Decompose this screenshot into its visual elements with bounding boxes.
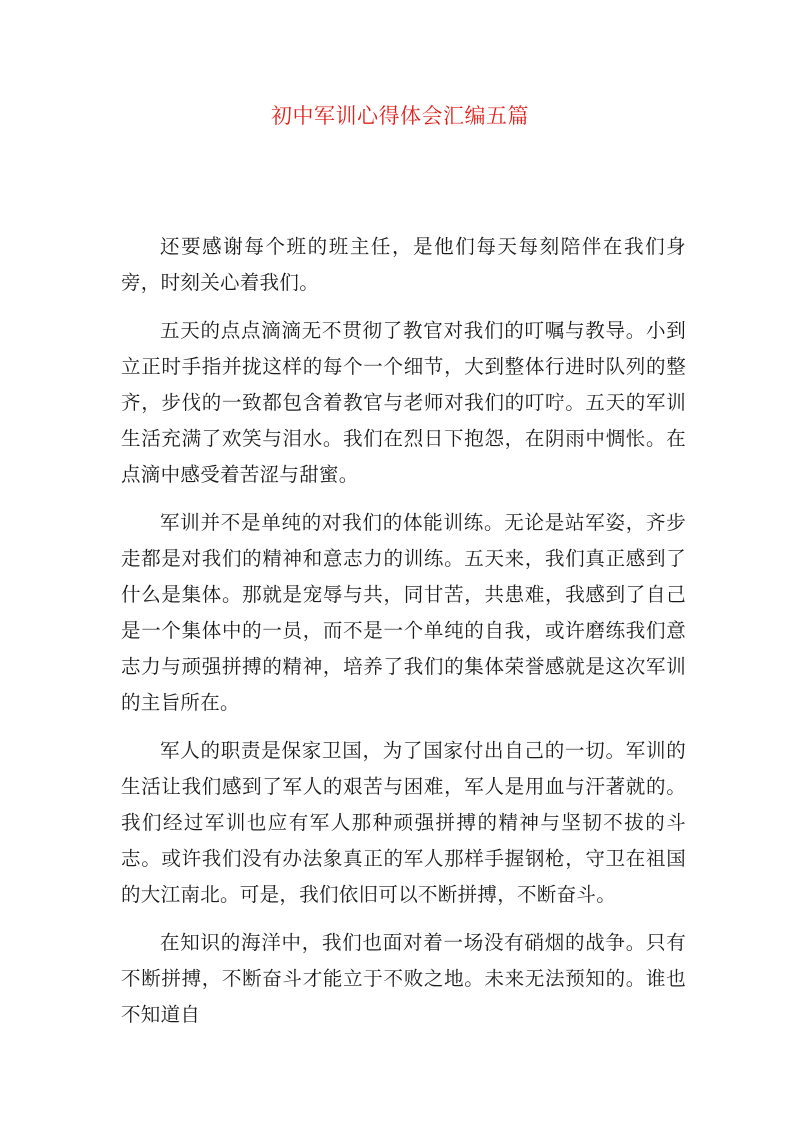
paragraph: 还要感谢每个班的班主任，是他们每天每刻陪伴在我们身旁，时刻关心着我们。 [121,235,686,294]
document-body [121,229,686,1045]
paragraph: 五天的点点滴滴无不贯彻了教官对我们的叮嘱与教导。小到立正时手指并拢这样的每个一个细节，大到整体行进时队列的整齐，步伐的一致都包含着教官与老师对我们的叮咛。五天的军训生活充满了欢笑与泪水。我们在烈日下抱怨，在阴雨中惆怅。在点滴中感受着苦涩与甜蜜。 [121,319,686,486]
document-title: 初中军训心得体会汇编五篇 [271,104,529,128]
paragraph: 军人的职责是保家卫国，为了国家付出自己的一切。军训的生活让我们感到了军人的艰苦与困难，军人是用血与汗著就的。我们经过军训也应有军人那种顽强拼搏的精神与坚韧不拔的斗志。或许我们没有办法象真正的军人那样手握钢枪，守卫在祖国的大江南北。可是，我们依旧可以不断拼搏，不断奋斗。 [121,739,686,906]
paragraph: 军训并不是单纯的对我们的体能训练。无论是站军姿，齐步走都是对我们的精神和意志力的训练。五天来，我们真正感到了什么是集体。那就是宠辱与共，同甘苦，共患难，我感到了自己是一个集体中的一员，而不是一个单纯的自我，或许磨练我们意志力与顽强拼搏的精神，培养了我们的集体荣誉感就是这次军训的主旨所在。 [121,511,686,714]
paragraph: 在知识的海洋中，我们也面对着一场没有硝烟的战争。只有不断拼搏，不断奋斗才能立于不败之地。未来无法预知的。谁也不知道自 [121,931,686,1026]
